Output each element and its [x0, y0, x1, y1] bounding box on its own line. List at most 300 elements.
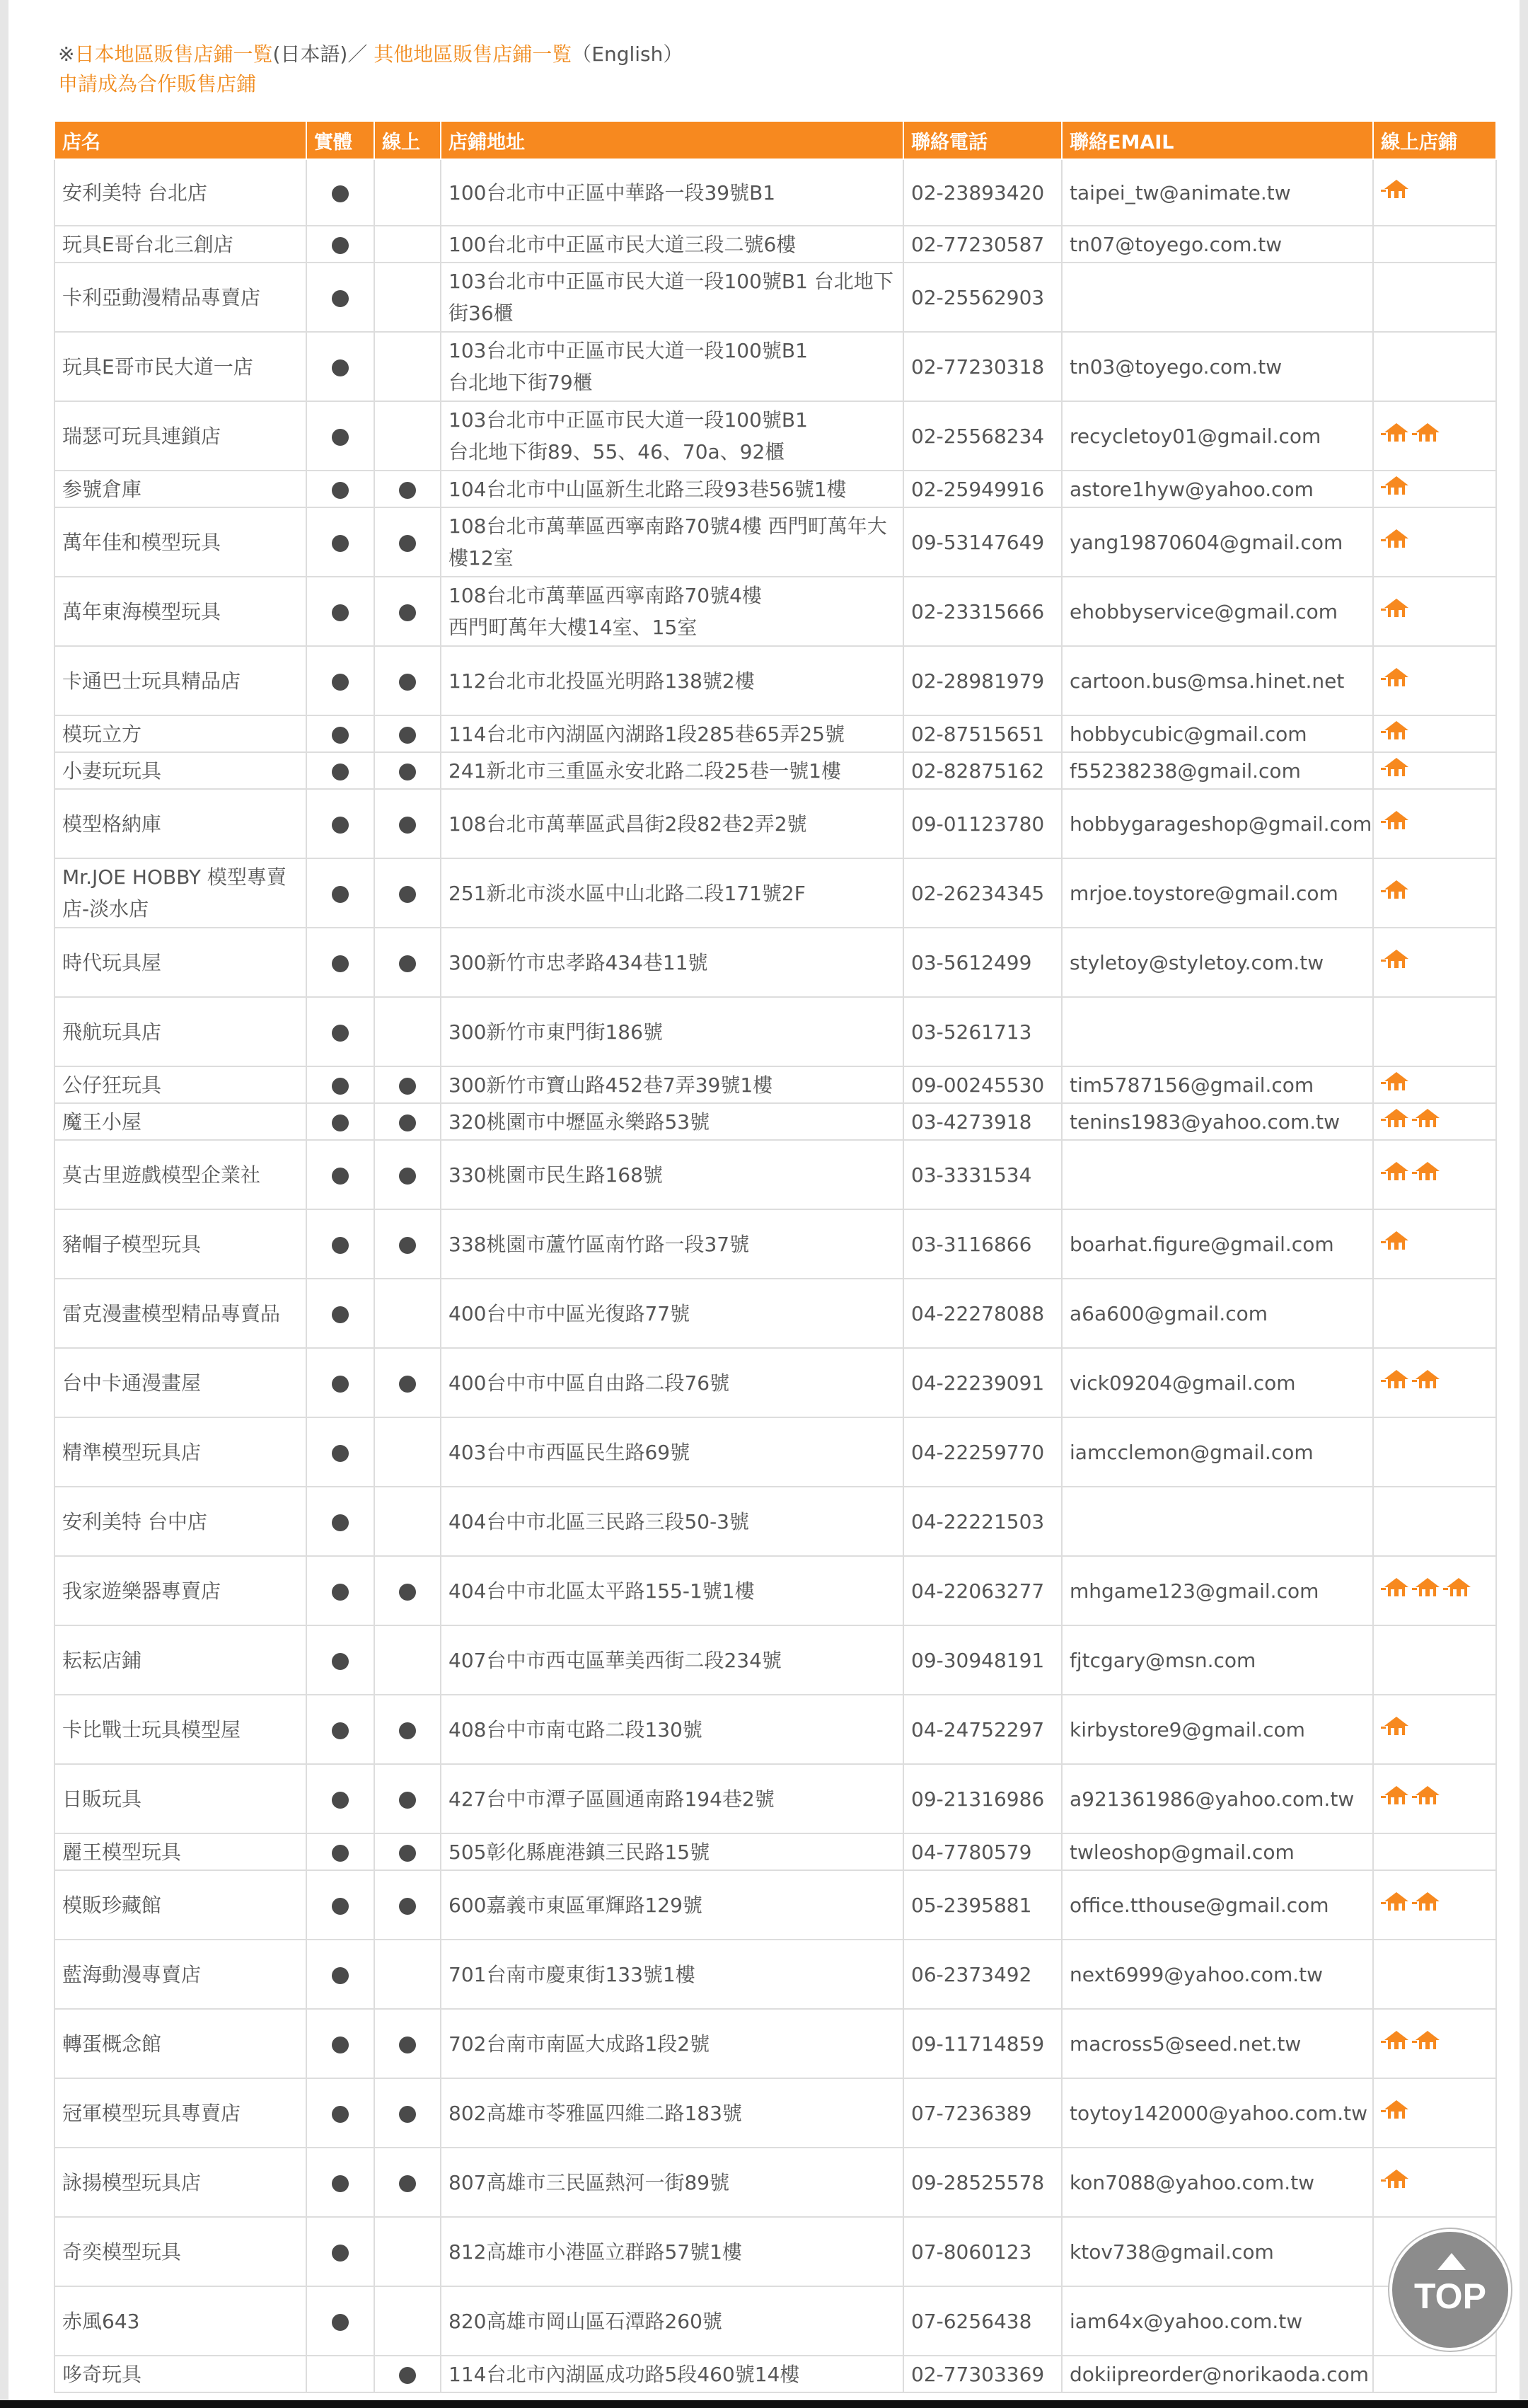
online-shop-icon[interactable] — [1381, 1714, 1412, 1746]
dot-icon — [332, 1168, 349, 1185]
store-address — [441, 2217, 903, 2286]
online-shop-icon[interactable] — [1381, 596, 1412, 628]
store-phone: 09-11714859 — [903, 2009, 1062, 2078]
address-line: 100台北市中正區市民大道三段二號6樓 — [448, 232, 797, 256]
online-shop-icon[interactable] — [1381, 473, 1412, 505]
physical-store-cell — [306, 715, 374, 752]
physical-store-cell — [306, 789, 374, 858]
address-line: 330桃園市民生路168號 — [448, 1163, 663, 1187]
physical-store-cell — [306, 2148, 374, 2217]
address-line: 台北地下街79櫃 — [448, 371, 593, 394]
online-store-cell — [374, 1417, 441, 1487]
online-store-cell — [374, 646, 441, 715]
online-shop-links — [1373, 1417, 1496, 1487]
online-shop-icon[interactable] — [1412, 420, 1443, 452]
dot-icon — [332, 1845, 349, 1862]
dot-icon — [399, 886, 416, 903]
dot-icon — [332, 1967, 349, 1984]
physical-store-cell — [306, 1066, 374, 1103]
store-name[interactable]: 玩具E哥市民大道一店 — [54, 332, 306, 401]
store-address — [441, 858, 903, 928]
store-phone: 09-00245530 — [903, 1066, 1062, 1103]
address-line: 338桃園市蘆竹區南竹路一段37號 — [448, 1232, 750, 1256]
store-phone: 09-28525578 — [903, 2148, 1062, 2217]
table-row — [54, 2217, 1496, 2286]
online-shop-icon[interactable] — [1381, 2097, 1412, 2129]
header-phone: 聯絡電話 — [903, 121, 1062, 159]
store-phone: 06-2373492 — [903, 1940, 1062, 2009]
online-shop-links — [1373, 1103, 1496, 1140]
bullet-mark: ※ — [58, 42, 75, 66]
dot-icon — [332, 727, 349, 744]
online-store-cell — [374, 1209, 441, 1279]
online-store-cell — [374, 1103, 441, 1140]
table-row — [54, 471, 1496, 507]
online-store-cell — [374, 226, 441, 263]
online-store-cell — [374, 2009, 441, 2078]
table-row — [54, 2009, 1496, 2078]
online-shop-icon[interactable] — [1381, 2028, 1412, 2060]
store-email — [1062, 1140, 1373, 1209]
dot-icon — [332, 1025, 349, 1042]
other-suffix: （English） — [572, 42, 683, 66]
store-address — [441, 1625, 903, 1695]
store-phone: 03-3331534 — [903, 1140, 1062, 1209]
store-phone: 02-26234345 — [903, 858, 1062, 928]
store-email: vick09204@gmail.com — [1062, 1348, 1373, 1417]
store-email: tn07@toyego.com.tw — [1062, 226, 1373, 263]
japan-suffix: (日本語)／ — [272, 42, 368, 66]
online-store-cell — [374, 1487, 441, 1556]
store-address — [441, 789, 903, 858]
dot-icon — [332, 2175, 349, 2192]
table-row — [54, 332, 1496, 401]
header-address: 店鋪地址 — [441, 121, 903, 159]
store-address — [441, 1870, 903, 1940]
online-store-cell — [374, 997, 441, 1066]
header-online: 線上 — [374, 121, 441, 159]
address-line: 103台北市中正區市民大道一段100號B1 — [448, 408, 808, 432]
store-name[interactable]: 豬帽子模型玩具 — [54, 1209, 306, 1279]
store-address — [441, 1695, 903, 1764]
online-shop-links — [1373, 752, 1496, 789]
address-line: 西門町萬年大樓14室、15室 — [448, 616, 698, 639]
table-row — [54, 858, 1496, 928]
physical-store-cell — [306, 1625, 374, 1695]
online-store-cell — [374, 1140, 441, 1209]
store-email: iamcclemon@gmail.com — [1062, 1417, 1373, 1487]
store-email: f55238238@gmail.com — [1062, 752, 1373, 789]
online-shop-links — [1373, 226, 1496, 263]
address-line: 427台中市潭子區圓通南路194巷2號 — [448, 1787, 775, 1811]
online-shop-links — [1373, 715, 1496, 752]
physical-store-cell — [306, 1417, 374, 1487]
physical-store-cell — [306, 226, 374, 263]
address-line: 300新竹市寶山路452巷7弄39號1樓 — [448, 1073, 773, 1097]
dot-icon — [332, 2037, 349, 2053]
table-row — [54, 507, 1496, 577]
region-links — [58, 40, 683, 99]
online-shop-icon[interactable] — [1381, 1575, 1412, 1607]
dot-icon — [399, 727, 416, 744]
table-row — [54, 1833, 1496, 1870]
online-shop-links — [1373, 1695, 1496, 1764]
address-line: 403台中市西區民生路69號 — [448, 1440, 690, 1464]
store-name[interactable]: 魔王小屋 — [54, 1103, 306, 1140]
table-row — [54, 715, 1496, 752]
store-email: toytoy142000@yahoo.com.tw — [1062, 2078, 1373, 2148]
online-shop-links — [1373, 646, 1496, 715]
dot-icon — [332, 2106, 349, 2123]
store-name[interactable]: 参號倉庫 — [54, 471, 306, 507]
online-shop-icon[interactable] — [1412, 1783, 1443, 1815]
table-row — [54, 1870, 1496, 1940]
online-shop-icon[interactable] — [1381, 1889, 1412, 1921]
store-name: 飛航玩具店 — [54, 997, 306, 1066]
online-shop-icon[interactable] — [1381, 808, 1412, 840]
store-name[interactable]: 卡比戰士玩具模型屋 — [54, 1695, 306, 1764]
online-shop-icon[interactable] — [1412, 1575, 1443, 1607]
store-phone: 07-6256438 — [903, 2286, 1062, 2356]
dot-icon — [399, 1168, 416, 1185]
online-shop-links — [1373, 1625, 1496, 1695]
table-row — [54, 2286, 1496, 2356]
store-address — [441, 1103, 903, 1140]
online-shop-links — [1373, 1279, 1496, 1348]
address-line: 103台北市中正區市民大道一段100號B1 台北地下 — [448, 270, 893, 293]
store-address — [441, 507, 903, 577]
online-shop-links — [1373, 1487, 1496, 1556]
store-email: cartoon.bus@msa.hinet.net — [1062, 646, 1373, 715]
online-store-cell — [374, 789, 441, 858]
address-line: 112台北市北投區光明路138號2樓 — [448, 669, 755, 693]
online-store-cell — [374, 507, 441, 577]
store-email: twleoshop@gmail.com — [1062, 1833, 1373, 1870]
store-phone: 04-22221503 — [903, 1487, 1062, 1556]
store-address — [441, 1348, 903, 1417]
address-line: 600嘉義市東區軍輝路129號 — [448, 1893, 702, 1917]
online-store-cell — [374, 1066, 441, 1103]
online-shop-icon[interactable] — [1381, 755, 1412, 787]
store-name[interactable]: 模販珍藏館 — [54, 1870, 306, 1940]
dot-icon — [399, 764, 416, 780]
table-row — [54, 577, 1496, 646]
table-row — [54, 1625, 1496, 1695]
online-store-cell — [374, 1833, 441, 1870]
store-email: taipei_tw@animate.tw — [1062, 159, 1373, 226]
store-email: iam64x@yahoo.com.tw — [1062, 2286, 1373, 2356]
store-name[interactable]: 日販玩具 — [54, 1764, 306, 1833]
physical-store-cell — [306, 1940, 374, 2009]
store-phone: 02-25568234 — [903, 401, 1062, 471]
dot-icon — [332, 1584, 349, 1601]
store-name[interactable]: 莫古里遊戲模型企業社 — [54, 1140, 306, 1209]
online-shop-links — [1373, 1556, 1496, 1625]
dot-icon — [332, 1445, 349, 1462]
store-email: mrjoe.toystore@gmail.com — [1062, 858, 1373, 928]
dot-icon — [399, 2175, 416, 2192]
store-phone: 02-28981979 — [903, 646, 1062, 715]
physical-store-cell — [306, 507, 374, 577]
table-row — [54, 997, 1496, 1066]
physical-store-cell — [306, 2009, 374, 2078]
store-name[interactable]: 詠揚模型玩具店 — [54, 2148, 306, 2217]
store-email: ktov738@gmail.com — [1062, 2217, 1373, 2286]
store-name[interactable]: 轉蛋概念館 — [54, 2009, 306, 2078]
table-row — [54, 1348, 1496, 1417]
physical-store-cell — [306, 646, 374, 715]
table-row — [54, 1556, 1496, 1625]
store-name[interactable]: 台中卡通漫畫屋 — [54, 1348, 306, 1417]
dot-icon — [332, 290, 349, 307]
store-email: dokiipreorder@norikaoda.com — [1062, 2356, 1373, 2392]
store-phone: 03-5261713 — [903, 997, 1062, 1066]
store-phone: 09-53147649 — [903, 507, 1062, 577]
store-email: next6999@yahoo.com.tw — [1062, 1940, 1373, 2009]
store-phone: 02-87515651 — [903, 715, 1062, 752]
online-store-cell — [374, 263, 441, 332]
store-address — [441, 2286, 903, 2356]
table-row — [54, 1940, 1496, 2009]
online-shop-links — [1373, 789, 1496, 858]
back-to-top-button[interactable] — [1389, 2229, 1511, 2351]
apply-partner-link[interactable]: 申請成為合作販售店鋪 — [58, 72, 257, 96]
store-table-body — [54, 159, 1496, 2392]
store-email — [1062, 1487, 1373, 1556]
store-email: tn03@toyego.com.tw — [1062, 332, 1373, 401]
store-email: macross5@seed.net.tw — [1062, 2009, 1373, 2078]
online-shop-icon[interactable] — [1381, 718, 1412, 750]
store-name: 耘耘店鋪 — [54, 1625, 306, 1695]
address-line: 802高雄市苓雅區四維二路183號 — [448, 2101, 742, 2125]
store-email: tim5787156@gmail.com — [1062, 1066, 1373, 1103]
table-row — [54, 1695, 1496, 1764]
store-name[interactable]: 模型格納庫 — [54, 789, 306, 858]
store-email: a6a600@gmail.com — [1062, 1279, 1373, 1348]
online-shop-icon[interactable] — [1381, 1106, 1412, 1138]
address-line: 108台北市萬華區西寧南路70號4樓 — [448, 584, 762, 607]
dot-icon — [399, 604, 416, 621]
physical-store-cell — [306, 858, 374, 928]
dot-icon — [332, 604, 349, 621]
store-email: fjtcgary@msn.com — [1062, 1625, 1373, 1695]
dot-icon — [332, 955, 349, 972]
online-shop-icon[interactable] — [1443, 1575, 1474, 1607]
store-address — [441, 471, 903, 507]
online-shop-links — [1373, 1940, 1496, 2009]
store-address — [441, 1940, 903, 2009]
store-name[interactable]: 玩具E哥台北三創店 — [54, 226, 306, 263]
dot-icon — [399, 482, 416, 499]
address-line: 台北地下街89、55、46、70a、92櫃 — [448, 440, 785, 463]
store-phone: 03-3116866 — [903, 1209, 1062, 1279]
table-row — [54, 646, 1496, 715]
physical-store-cell — [306, 997, 374, 1066]
other-region-list-link[interactable]: 其他地區販售店鋪一覧 — [374, 42, 572, 66]
online-shop-icon[interactable] — [1381, 1069, 1412, 1101]
dot-icon — [399, 2106, 416, 2123]
store-name[interactable]: 哆奇玩具 — [54, 2356, 306, 2392]
store-name[interactable]: 小妻玩玩具 — [54, 752, 306, 789]
address-line: 701台南市慶東街133號1樓 — [448, 1962, 695, 1986]
online-store-cell — [374, 1556, 441, 1625]
address-line: 108台北市萬華區武昌街2段82巷2弄2號 — [448, 812, 807, 836]
store-name[interactable]: 卡通巴士玩具精品店 — [54, 646, 306, 715]
dot-icon — [399, 535, 416, 552]
store-phone: 02-25949916 — [903, 471, 1062, 507]
dot-icon — [332, 2245, 349, 2262]
store-name[interactable]: 時代玩具屋 — [54, 928, 306, 997]
store-email: kirbystore9@gmail.com — [1062, 1695, 1373, 1764]
online-shop-links — [1373, 1870, 1496, 1940]
store-name[interactable]: 冠軍模型玩具專賣店 — [54, 2078, 306, 2148]
table-row — [54, 1140, 1496, 1209]
dot-icon — [332, 237, 349, 254]
address-line: 320桃園市中壢區永樂路53號 — [448, 1110, 710, 1134]
store-phone: 02-25562903 — [903, 263, 1062, 332]
address-line: 807高雄市三民區熱河一街89號 — [448, 2170, 730, 2194]
store-address — [441, 577, 903, 646]
online-shop-icon[interactable] — [1381, 2167, 1412, 2199]
store-name[interactable]: 萬年東海模型玩具 — [54, 577, 306, 646]
dot-icon — [332, 1653, 349, 1670]
physical-store-cell — [306, 1764, 374, 1833]
store-name[interactable]: Mr.JOE HOBBY 模型專賣 店-淡水店 — [54, 858, 306, 928]
store-phone: 02-82875162 — [903, 752, 1062, 789]
online-store-cell — [374, 401, 441, 471]
table-row — [54, 226, 1496, 263]
store-phone: 04-24752297 — [903, 1695, 1062, 1764]
store-email — [1062, 263, 1373, 332]
online-shop-links — [1373, 507, 1496, 577]
dot-icon — [332, 764, 349, 780]
store-phone: 02-77230587 — [903, 226, 1062, 263]
store-address — [441, 1487, 903, 1556]
japan-list-link[interactable]: 日本地區販售店鋪一覧 — [74, 42, 273, 66]
online-shop-icon[interactable] — [1381, 1367, 1412, 1399]
online-store-cell — [374, 2217, 441, 2286]
store-name[interactable]: 雷克漫畫模型精品專賣品 — [54, 1279, 306, 1348]
address-line: 103台北市中正區市民大道一段100號B1 — [448, 339, 808, 362]
address-line: 街36櫃 — [448, 301, 514, 325]
store-address — [441, 1556, 903, 1625]
address-line: 400台中市中區光復路77號 — [448, 1301, 690, 1325]
address-line: 812高雄市小港區立群路57號1樓 — [448, 2240, 742, 2264]
address-line: 樓12室 — [448, 546, 514, 570]
store-address — [441, 2356, 903, 2392]
store-address — [441, 1833, 903, 1870]
store-email: yang19870604@gmail.com — [1062, 507, 1373, 577]
store-address — [441, 332, 903, 401]
store-address — [441, 715, 903, 752]
store-phone: 04-22278088 — [903, 1279, 1062, 1348]
table-header-row — [54, 121, 1496, 159]
address-line: 114台北市內湖區內湖路1段285巷65弄25號 — [448, 722, 845, 746]
store-address — [441, 2009, 903, 2078]
store-address — [441, 928, 903, 997]
physical-store-cell — [306, 2078, 374, 2148]
store-address — [441, 1764, 903, 1833]
store-name[interactable]: 瑞瑟可玩具連鎖店 — [54, 401, 306, 471]
store-address — [441, 1140, 903, 1209]
online-shop-icon[interactable] — [1381, 665, 1412, 697]
dot-icon — [399, 1078, 416, 1095]
store-name[interactable]: 安利美特 台中店 — [54, 1487, 306, 1556]
store-name[interactable]: 安利美特 台北店 — [54, 159, 306, 226]
store-email: office.tthouse@gmail.com — [1062, 1870, 1373, 1940]
table-row — [54, 2078, 1496, 2148]
online-shop-icon[interactable] — [1412, 2028, 1443, 2060]
dot-icon — [332, 817, 349, 834]
online-shop-links — [1373, 577, 1496, 646]
dot-icon — [332, 886, 349, 903]
online-shop-icon[interactable] — [1412, 1106, 1443, 1138]
online-shop-links — [1373, 159, 1496, 226]
store-name[interactable]: 萬年佳和模型玩具 — [54, 507, 306, 577]
online-shop-icon[interactable] — [1412, 1367, 1443, 1399]
physical-store-cell — [306, 1695, 374, 1764]
address-line: 108台北市萬華區西寧南路70號4樓 西門町萬年大 — [448, 514, 887, 538]
online-shop-icon[interactable] — [1381, 420, 1412, 452]
address-line: 100台北市中正區中華路一段39號B1 — [448, 180, 776, 204]
address-line: 104台北市中山區新生北路三段93巷56號1樓 — [448, 477, 847, 501]
up-arrow-icon — [1437, 2253, 1466, 2270]
store-list-page — [8, 0, 1520, 2408]
online-shop-icon[interactable] — [1412, 1889, 1443, 1921]
store-address — [441, 2148, 903, 2217]
online-store-cell — [374, 928, 441, 997]
online-shop-icon[interactable] — [1381, 1159, 1412, 1191]
online-shop-links — [1373, 263, 1496, 332]
online-shop-icon[interactable] — [1381, 1228, 1412, 1260]
store-phone: 05-2395881 — [903, 1870, 1062, 1940]
dot-icon — [332, 1898, 349, 1915]
dot-icon — [399, 955, 416, 972]
address-line: 114台北市內湖區成功路5段460號14樓 — [448, 2362, 800, 2386]
online-shop-icon[interactable] — [1381, 526, 1412, 558]
store-name[interactable]: 模玩立方 — [54, 715, 306, 752]
online-shop-icon[interactable] — [1381, 1783, 1412, 1815]
store-email: astore1hyw@yahoo.com — [1062, 471, 1373, 507]
physical-store-cell — [306, 1209, 374, 1279]
online-shop-icon[interactable] — [1381, 947, 1412, 979]
top-button-label: TOP — [1414, 2276, 1486, 2316]
online-store-cell — [374, 1870, 441, 1940]
store-address — [441, 263, 903, 332]
store-email: recycletoy01@gmail.com — [1062, 401, 1373, 471]
store-name[interactable]: 公仔狂玩具 — [54, 1066, 306, 1103]
online-shop-icon[interactable] — [1381, 877, 1412, 909]
physical-store-cell — [306, 159, 374, 226]
table-row — [54, 1279, 1496, 1348]
store-name[interactable]: 麗王模型玩具 — [54, 1833, 306, 1870]
header-online-shop: 線上店鋪 — [1373, 121, 1496, 159]
dot-icon — [332, 1514, 349, 1531]
store-name[interactable]: 精準模型玩具店 — [54, 1417, 306, 1487]
online-shop-links — [1373, 2078, 1496, 2148]
online-shop-icon[interactable] — [1412, 1159, 1443, 1191]
store-name[interactable]: 我家遊樂器專賣店 — [54, 1556, 306, 1625]
store-address — [441, 997, 903, 1066]
physical-store-cell — [306, 1279, 374, 1348]
online-store-cell — [374, 1348, 441, 1417]
online-store-cell — [374, 471, 441, 507]
dot-icon — [399, 1792, 416, 1809]
store-address — [441, 1066, 903, 1103]
online-shop-icon[interactable] — [1381, 177, 1412, 209]
address-line: 408台中市南屯路二段130號 — [448, 1717, 702, 1741]
address-line: 404台中市北區三民路三段50-3號 — [448, 1509, 749, 1533]
